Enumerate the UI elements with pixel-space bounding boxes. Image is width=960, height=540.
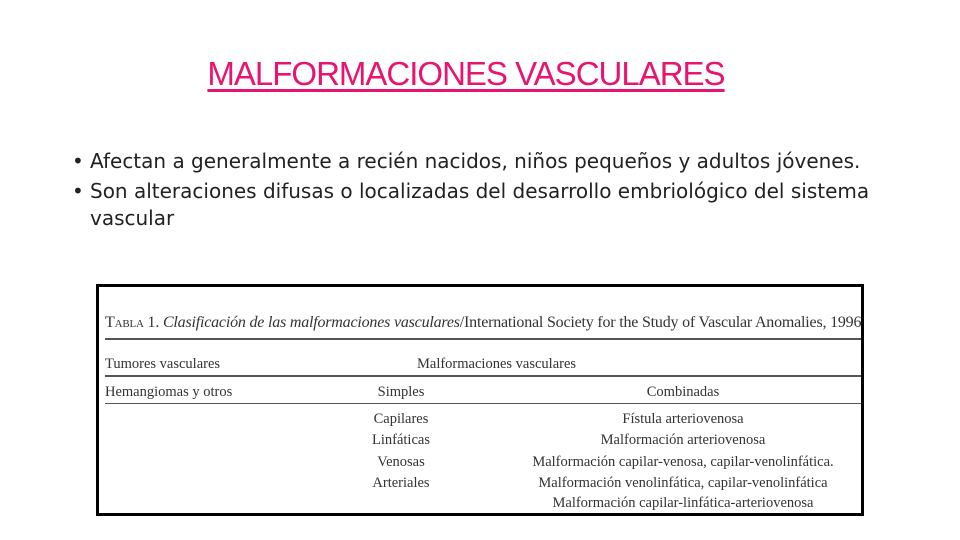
table-rule-header	[105, 375, 861, 377]
subheader-combinadas: Combinadas	[646, 384, 720, 400]
simple-item: Capilares	[373, 411, 429, 427]
caption-prefix: Tabla 1.	[105, 314, 160, 331]
caption-italic: Clasificación de las malformaciones vasculares	[162, 314, 460, 331]
header-malformaciones: Malformaciones vasculares	[417, 356, 577, 372]
row-label-hemangiomas: Hemangiomas y otros	[105, 384, 233, 400]
combined-item: Malformación venolinfática, capilar-venolinfática	[538, 475, 828, 491]
header-tumores: Tumores vasculares	[105, 356, 221, 372]
classification-table	[96, 284, 864, 516]
table-rule-subheader	[105, 403, 861, 404]
table-rule-top	[105, 338, 861, 340]
combined-item: Malformación capilar-linfática-arteriovenosa	[552, 495, 814, 511]
bullet-item: • Afectan a generalmente a recién nacidos, niños pequeños y adultos jóvenes.	[72, 148, 922, 175]
simple-item: Arteriales	[372, 475, 430, 491]
table-caption	[105, 314, 861, 332]
simple-item: Venosas	[377, 454, 425, 470]
bullet-item: • Son alteraciones difusas o localizadas del desarrollo embriológico del sistema vascular	[72, 178, 922, 232]
bullet-list	[72, 148, 922, 235]
combined-item: Malformación capilar-venosa, capilar-venolinfática.	[532, 454, 834, 470]
caption-rest: /International Society for the Study of Vascular Anomalies, 1996	[459, 314, 862, 331]
combined-item: Fístula arteriovenosa	[622, 411, 744, 427]
simple-item: Linfáticas	[372, 432, 430, 448]
subheader-simples: Simples	[377, 384, 425, 400]
combined-item: Malformación arteriovenosa	[600, 432, 766, 448]
slide-title: MALFORMACIONES VASCULARES	[207, 55, 725, 92]
